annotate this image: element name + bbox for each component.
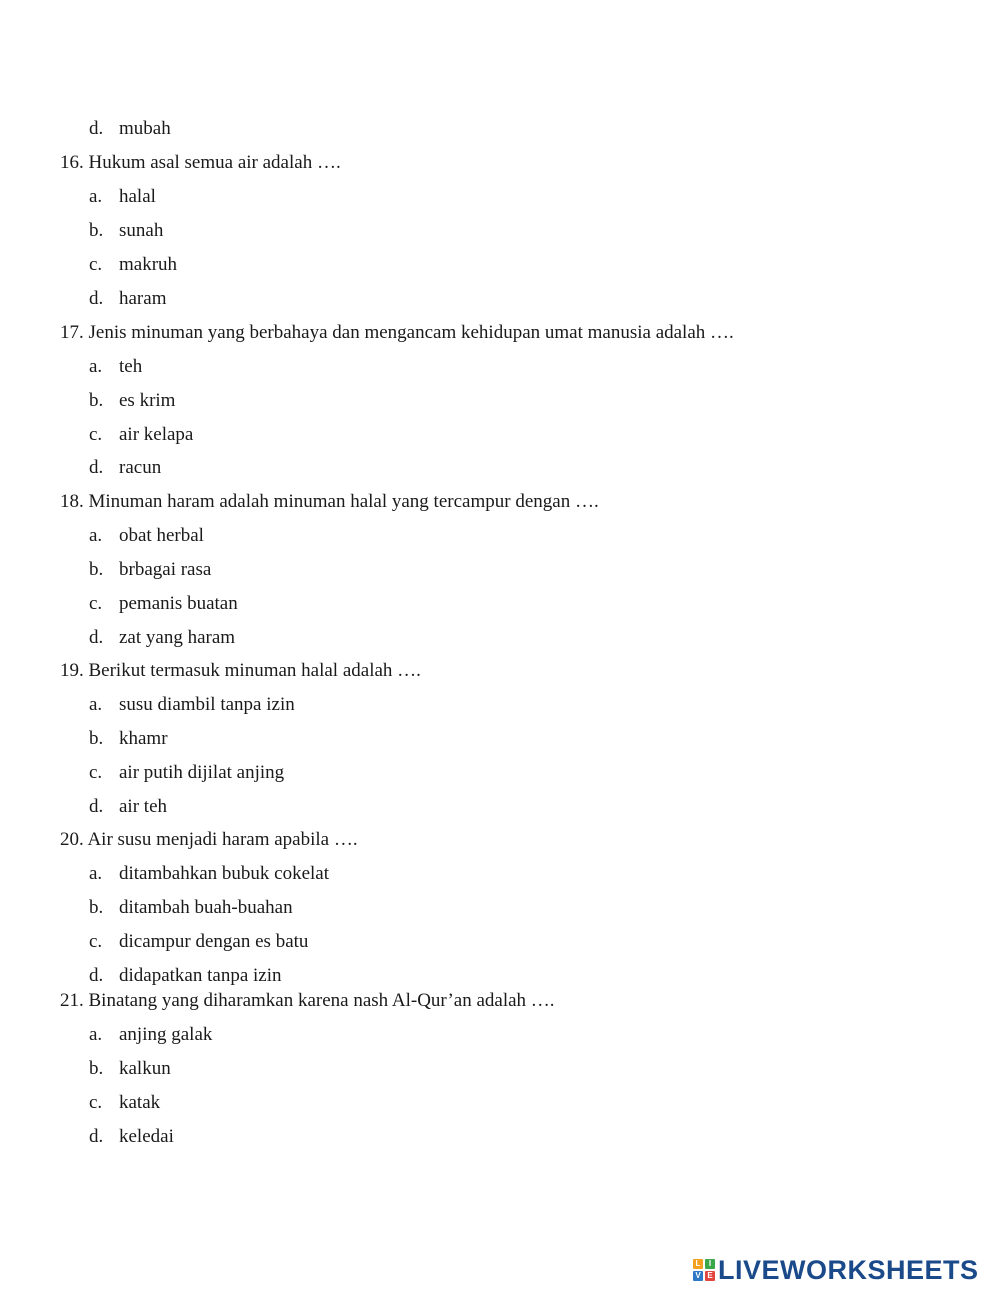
option-text: air kelapa bbox=[119, 424, 194, 445]
logo-block: E bbox=[705, 1271, 715, 1281]
answer-option bbox=[89, 762, 284, 784]
option-text: haram bbox=[119, 288, 167, 309]
option-letter: c. bbox=[89, 931, 103, 952]
answer-option bbox=[89, 965, 282, 987]
answer-option bbox=[89, 356, 142, 378]
answer-option bbox=[89, 897, 293, 919]
option-letter: b. bbox=[89, 220, 104, 241]
answer-option bbox=[89, 254, 177, 276]
option-text: khamr bbox=[119, 728, 168, 749]
logo-blocks-icon bbox=[693, 1259, 715, 1281]
question-text: 16. Hukum asal semua air adalah …. bbox=[60, 152, 341, 173]
option-text: zat yang haram bbox=[119, 627, 236, 648]
option-letter: a. bbox=[89, 356, 103, 377]
option-text: mubah bbox=[119, 118, 171, 139]
logo-block: L bbox=[693, 1259, 703, 1269]
option-letter: a. bbox=[89, 1024, 103, 1045]
option-letter: d. bbox=[89, 965, 104, 986]
option-letter: c. bbox=[89, 254, 103, 275]
option-text: kalkun bbox=[119, 1058, 171, 1079]
option-letter: c. bbox=[89, 593, 103, 614]
answer-option bbox=[89, 593, 238, 615]
option-letter: c. bbox=[89, 1092, 103, 1113]
option-text: halal bbox=[119, 186, 156, 207]
option-letter: c. bbox=[89, 762, 103, 783]
option-letter: d. bbox=[89, 457, 104, 478]
option-letter: d. bbox=[89, 118, 104, 139]
answer-option bbox=[89, 1126, 174, 1148]
logo-block: I bbox=[705, 1259, 715, 1269]
option-text: ditambah buah-buahan bbox=[119, 897, 293, 918]
option-text: pemanis buatan bbox=[119, 593, 238, 614]
answer-option bbox=[89, 1024, 212, 1046]
option-letter: b. bbox=[89, 390, 104, 411]
question-text: 21. Binatang yang diharamkan karena nash Al-Qur’an adalah …. bbox=[60, 990, 555, 1011]
option-text: obat herbal bbox=[119, 525, 204, 546]
answer-option bbox=[89, 728, 168, 750]
answer-option bbox=[89, 118, 171, 140]
option-letter: d. bbox=[89, 1126, 104, 1147]
option-text: anjing galak bbox=[119, 1024, 213, 1045]
option-text: sunah bbox=[119, 220, 164, 241]
option-text: susu diambil tanpa izin bbox=[119, 694, 295, 715]
option-letter: d. bbox=[89, 627, 104, 648]
answer-option bbox=[89, 390, 175, 412]
option-text: makruh bbox=[119, 254, 178, 275]
answer-option bbox=[89, 525, 204, 547]
option-letter: b. bbox=[89, 897, 104, 918]
question-text: 18. Minuman haram adalah minuman halal yang tercampur dengan …. bbox=[60, 491, 599, 512]
option-letter: a. bbox=[89, 525, 103, 546]
answer-option bbox=[89, 288, 166, 310]
option-letter: b. bbox=[89, 728, 104, 749]
liveworksheets-logo[interactable] bbox=[693, 1255, 979, 1285]
option-letter: d. bbox=[89, 796, 104, 817]
option-letter: c. bbox=[89, 424, 103, 445]
question-text: 17. Jenis minuman yang berbahaya dan mengancam kehidupan umat manusia adalah …. bbox=[60, 322, 734, 343]
answer-option bbox=[89, 1092, 160, 1114]
answer-option bbox=[89, 559, 211, 581]
logo-text: LIVEWORKSHEETS bbox=[718, 1254, 979, 1285]
answer-option bbox=[89, 627, 235, 649]
option-text: katak bbox=[119, 1092, 161, 1113]
answer-option bbox=[89, 186, 156, 208]
option-text: keledai bbox=[119, 1126, 174, 1147]
answer-option bbox=[89, 457, 161, 479]
option-text: racun bbox=[119, 457, 162, 478]
logo-block: V bbox=[693, 1271, 703, 1281]
option-text: teh bbox=[119, 356, 143, 377]
option-text: air teh bbox=[119, 796, 168, 817]
option-text: ditambahkan bubuk cokelat bbox=[119, 863, 329, 884]
option-text: didapatkan tanpa izin bbox=[119, 965, 282, 986]
option-text: es krim bbox=[119, 390, 176, 411]
option-letter: a. bbox=[89, 694, 103, 715]
answer-option bbox=[89, 1058, 171, 1080]
answer-option bbox=[89, 796, 167, 818]
option-letter: b. bbox=[89, 559, 104, 580]
option-letter: a. bbox=[89, 186, 103, 207]
option-text: air putih dijilat anjing bbox=[119, 762, 285, 783]
answer-option bbox=[89, 694, 295, 716]
option-text: dicampur dengan es batu bbox=[119, 931, 309, 952]
answer-option bbox=[89, 220, 163, 242]
option-letter: b. bbox=[89, 1058, 104, 1079]
option-letter: a. bbox=[89, 863, 103, 884]
answer-option bbox=[89, 863, 329, 885]
answer-option bbox=[89, 931, 308, 953]
option-letter: d. bbox=[89, 288, 104, 309]
question-text: 19. Berikut termasuk minuman halal adalah …. bbox=[60, 660, 421, 681]
option-text: brbagai rasa bbox=[119, 559, 212, 580]
answer-option bbox=[89, 424, 193, 446]
question-text: 20. Air susu menjadi haram apabila …. bbox=[60, 829, 358, 850]
